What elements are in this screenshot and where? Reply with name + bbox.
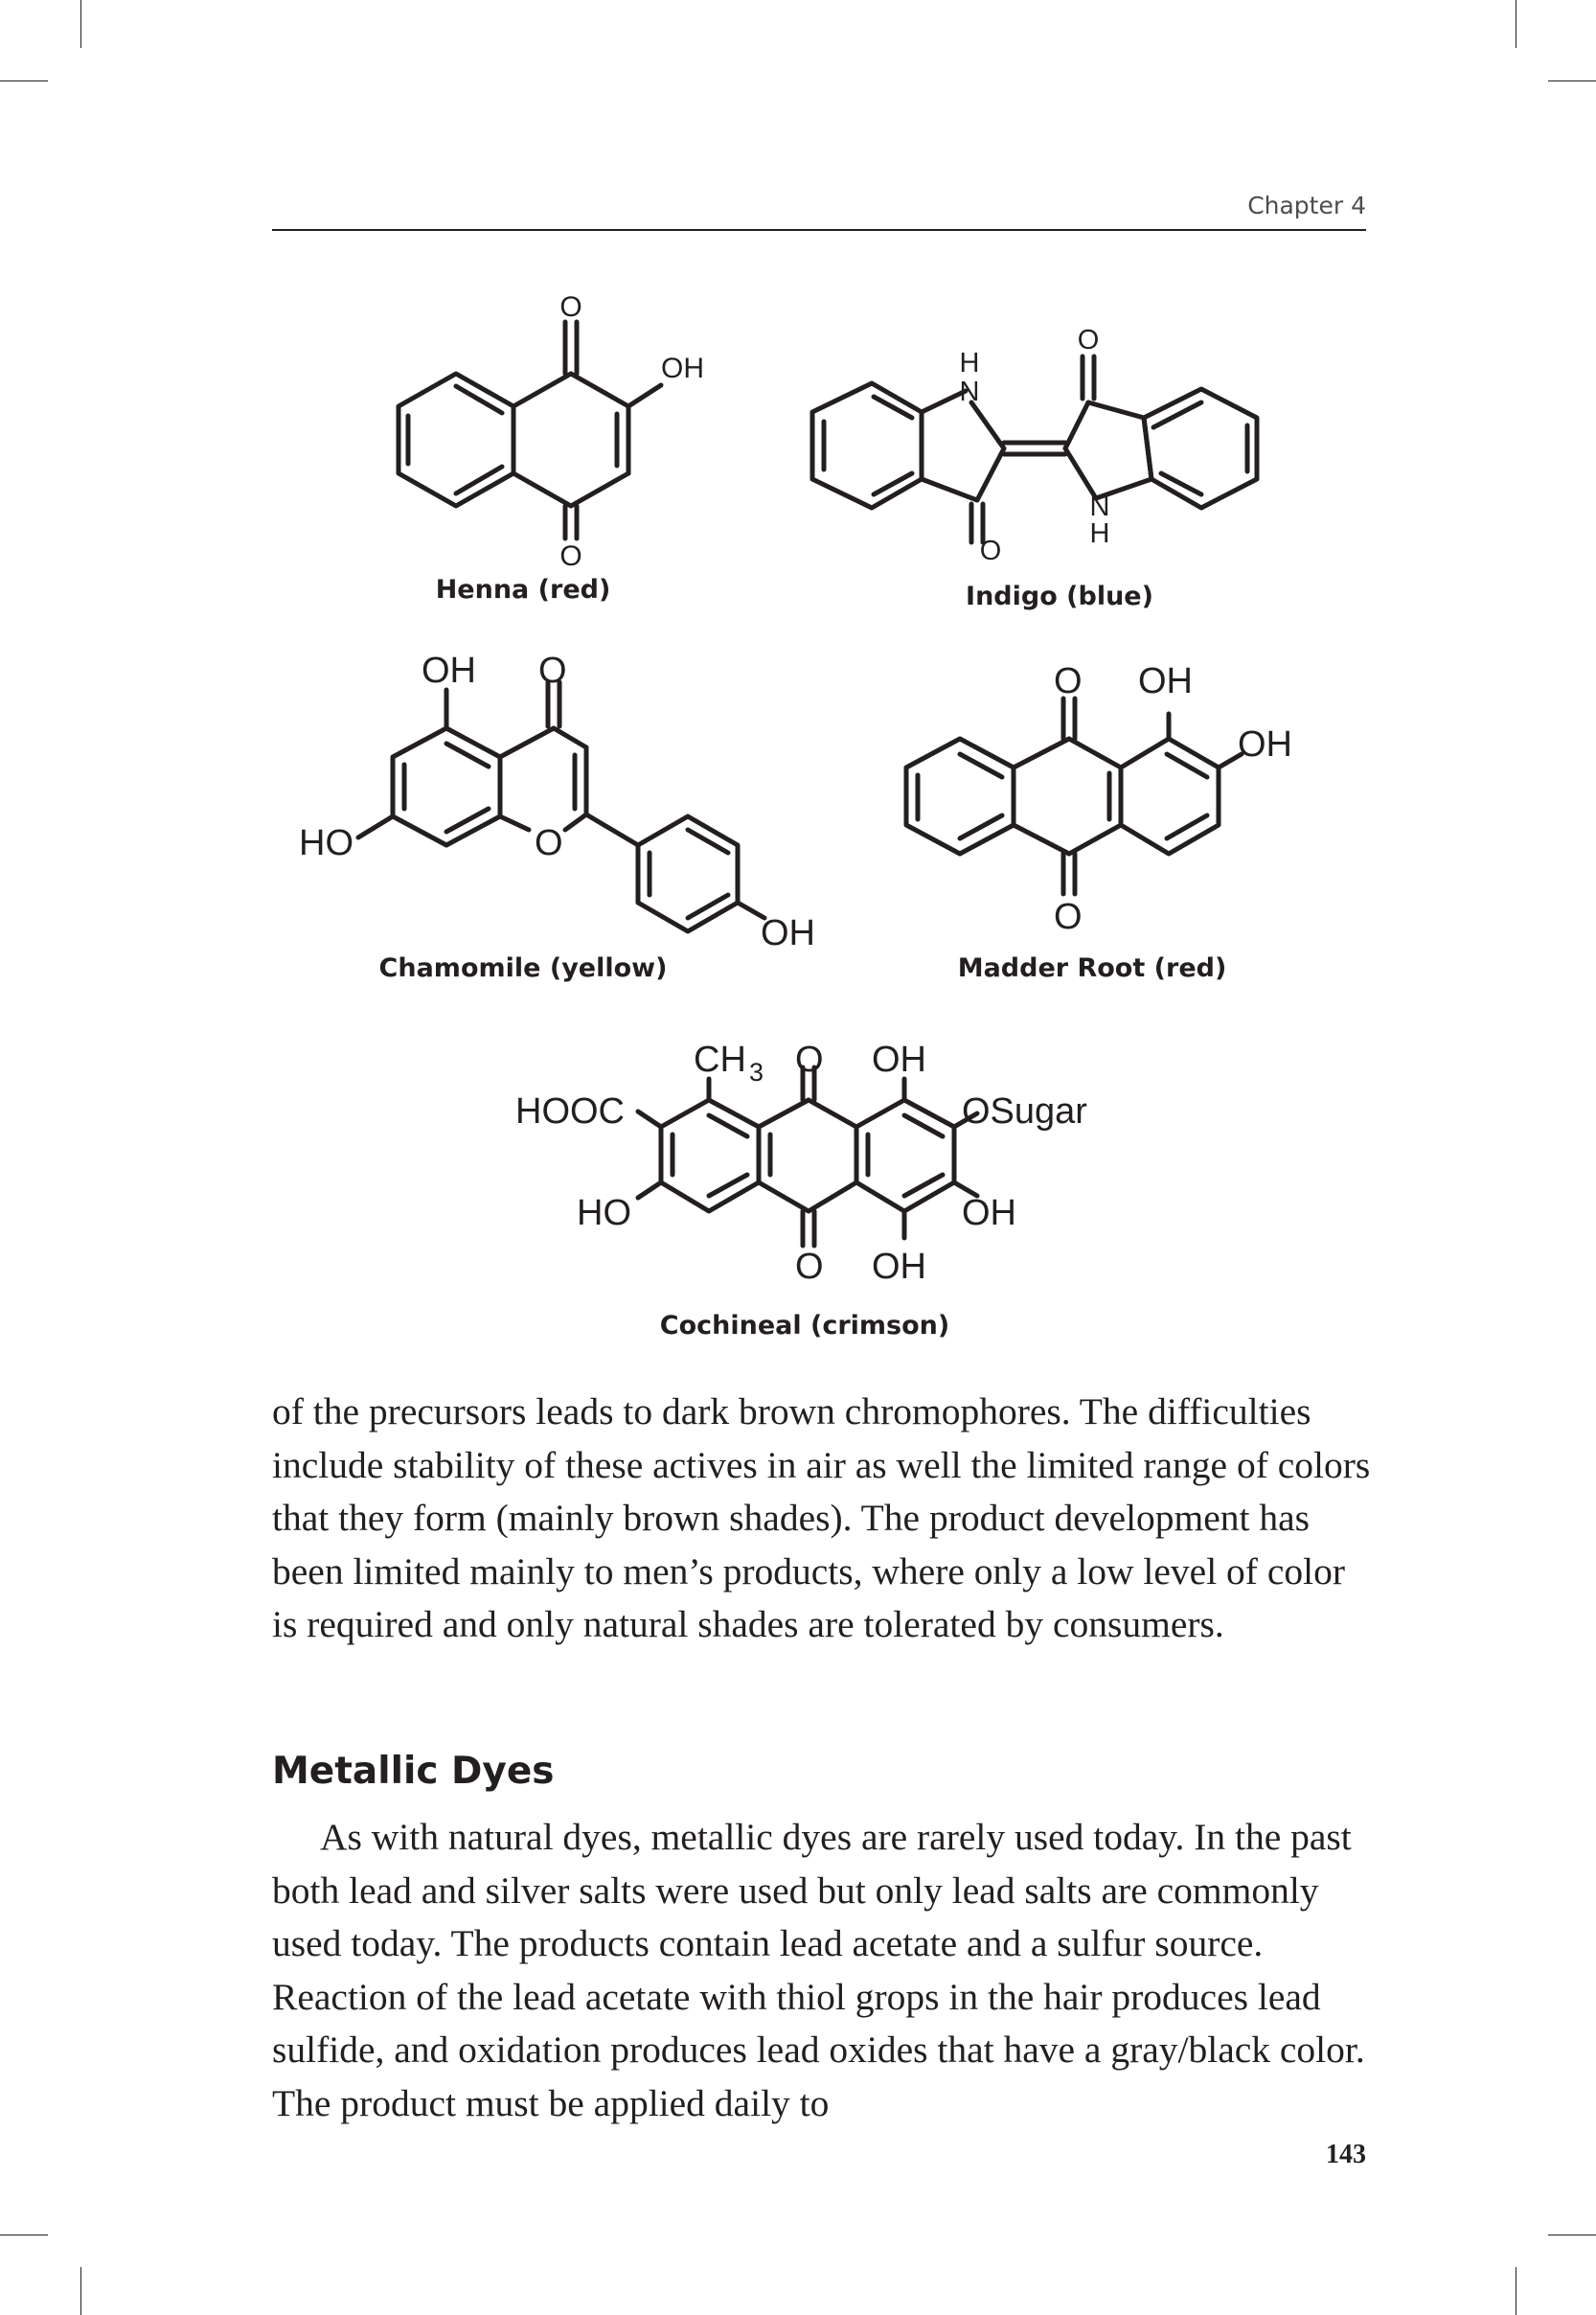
body-text-section (272, 1811, 1374, 2130)
crop-mark (80, 2267, 81, 2315)
section-heading: Metallic Dyes (272, 1750, 555, 1793)
atom-label: O (538, 651, 567, 691)
atom-label: HO (299, 823, 353, 863)
atom-label: O (1077, 325, 1100, 355)
atom-label: O (795, 1247, 824, 1287)
running-head: Chapter 4 (1247, 192, 1366, 219)
header-rule (272, 229, 1366, 231)
crop-mark (80, 0, 81, 48)
atom-label: H (1089, 518, 1110, 549)
body-paragraph: As with natural dyes, metallic dyes are rarely used today. In the past both lead and silver salts were used but only lead salts are commonly used today. The products contain lead acetate and a sulfur source. Reaction of the lead acetate with thiol grops in the hair produces lead sulfide, and oxidation produces lead oxides that have a gray/black color. The product must be applied daily to (272, 1816, 1365, 2124)
atom-label: O (979, 536, 1002, 566)
atom-label: O (559, 540, 582, 572)
chamomile-structure (287, 651, 843, 953)
atom-label: O (559, 291, 582, 323)
atom-label: HO (577, 1193, 631, 1233)
madder-root-structure (881, 661, 1312, 937)
atom-label: CH (694, 1040, 746, 1080)
atom-label: OH (661, 353, 704, 384)
atom-label: 3 (749, 1058, 764, 1087)
structure-caption: Chamomile (yellow) (378, 953, 668, 983)
atom-label: HOOC (515, 1091, 625, 1132)
atom-label: N (959, 377, 980, 407)
atom-label: OH (872, 1040, 926, 1080)
atom-label: O (1054, 897, 1083, 937)
structure-caption: Indigo (blue) (966, 582, 1153, 611)
atom-label: O (535, 823, 563, 863)
atom-label: OH (422, 651, 476, 691)
atom-label: O (1054, 661, 1083, 701)
atom-label: OH (761, 913, 815, 953)
body-text-top (272, 1386, 1374, 1652)
structure-caption: Henna (red) (435, 575, 611, 605)
crop-mark (1548, 80, 1596, 81)
crop-mark (0, 80, 48, 81)
page-number: 143 (1326, 2140, 1366, 2169)
henna-structure (374, 287, 704, 572)
atom-label: N (1089, 492, 1110, 522)
body-paragraph: of the precursors leads to dark brown chromophores. The difficulties include stability of these actives in air as well the limited range of colors that they form (mainly brown shades). The product development has been limited mainly to men’s products, where only a low level of color is required and only natural shades are tolerated by consumers. (272, 1390, 1371, 1645)
atom-label: O (795, 1040, 824, 1080)
cochineal-structure (508, 1035, 1140, 1287)
atom-label: OSugar (962, 1091, 1087, 1132)
atom-label: OH (1238, 724, 1292, 765)
atom-label: OH (962, 1193, 1016, 1233)
structure-caption: Madder Root (red) (957, 953, 1227, 983)
atom-label: H (959, 348, 980, 378)
atom-label: OH (1138, 661, 1193, 701)
indigo-structure (795, 316, 1274, 575)
structure-caption: Cochineal (crimson) (659, 1311, 950, 1341)
atom-label: OH (872, 1247, 926, 1287)
